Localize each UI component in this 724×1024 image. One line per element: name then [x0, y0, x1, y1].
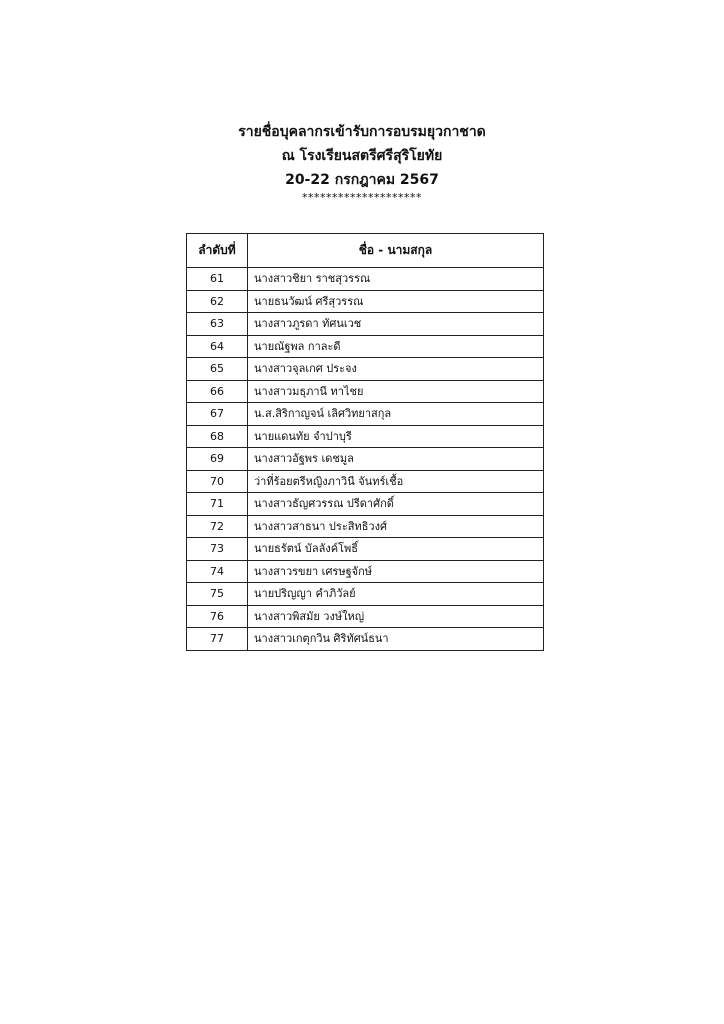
asterisk-divider: ********************: [302, 191, 422, 204]
column-header-number: ลำดับที่: [187, 234, 248, 268]
table-row: [187, 313, 544, 336]
table-row: [187, 403, 544, 426]
table-row: [187, 380, 544, 403]
row-full-name: นางสาวธัญศวรรณ ปรีดาศักดิ์: [248, 493, 544, 516]
personnel-table: [186, 233, 544, 651]
row-full-name: นางสาวสาธนา ประสิทธิวงศ์: [248, 515, 544, 538]
row-full-name: นางสาวจุลเกศ ประจง: [248, 358, 544, 381]
row-number: 62: [187, 290, 248, 313]
table-row: [187, 628, 544, 651]
table-row: [187, 448, 544, 471]
table-row: [187, 538, 544, 561]
row-number: 70: [187, 470, 248, 493]
title-line-3: 20-22 กรกฎาคม 2567: [285, 172, 439, 188]
row-full-name: นายธรัตน์ บัลลังค์โพธิ์: [248, 538, 544, 561]
row-full-name: นางสาวมธุภานี ทาไชย: [248, 380, 544, 403]
table-header-row: [187, 234, 544, 268]
row-number: 75: [187, 583, 248, 606]
row-full-name: ว่าที่ร้อยตรีหญิงภาวินี จันทร์เชื้อ: [248, 470, 544, 493]
title-line-1: รายชื่อบุคลากรเข้ารับการอบรมยุวกาชาด: [238, 124, 486, 140]
document-header: [0, 120, 724, 204]
row-number: 63: [187, 313, 248, 336]
row-number: 69: [187, 448, 248, 471]
row-full-name: นายณัฐพล กาละดี: [248, 335, 544, 358]
row-full-name: นางสาวพิสมัย วงษ์ใหญ่: [248, 605, 544, 628]
row-number: 77: [187, 628, 248, 651]
table-row: [187, 560, 544, 583]
row-full-name: น.ส.สิริกาญจน์ เลิศวิทยาสกุล: [248, 403, 544, 426]
row-number: 73: [187, 538, 248, 561]
table-row: [187, 358, 544, 381]
row-full-name: นายแดนทัย จำปาบุรี: [248, 425, 544, 448]
row-full-name: นายธนวัฒน์ ศรีสุวรรณ: [248, 290, 544, 313]
row-number: 64: [187, 335, 248, 358]
row-number: 76: [187, 605, 248, 628]
row-number: 74: [187, 560, 248, 583]
table-row: [187, 515, 544, 538]
table-row: [187, 268, 544, 291]
row-number: 65: [187, 358, 248, 381]
title-line-2: ณ โรงเรียนสตรีศรีสุริโยทัย: [281, 148, 443, 164]
table-body: [187, 268, 544, 651]
row-full-name: นางสาวภูรดา ทัศนเวช: [248, 313, 544, 336]
row-number: 66: [187, 380, 248, 403]
table-row: [187, 335, 544, 358]
table-row: [187, 583, 544, 606]
row-number: 61: [187, 268, 248, 291]
table-row: [187, 290, 544, 313]
column-header-name: ชื่อ - นามสกุล: [248, 234, 544, 268]
table-row: [187, 605, 544, 628]
row-number: 72: [187, 515, 248, 538]
row-full-name: นางสาวรขยา เศรษฐจักษ์: [248, 560, 544, 583]
row-number: 67: [187, 403, 248, 426]
table-row: [187, 470, 544, 493]
row-full-name: นางสาวอัฐพร เดชมูล: [248, 448, 544, 471]
row-number: 71: [187, 493, 248, 516]
table-row: [187, 425, 544, 448]
row-full-name: นางสาวชิยา ราชสุวรรณ: [248, 268, 544, 291]
row-full-name: นางสาวเกตุกวิน ศิริทัศน์ธนา: [248, 628, 544, 651]
row-full-name: นายปริญญา คำภิวัลย์: [248, 583, 544, 606]
row-number: 68: [187, 425, 248, 448]
table-row: [187, 493, 544, 516]
